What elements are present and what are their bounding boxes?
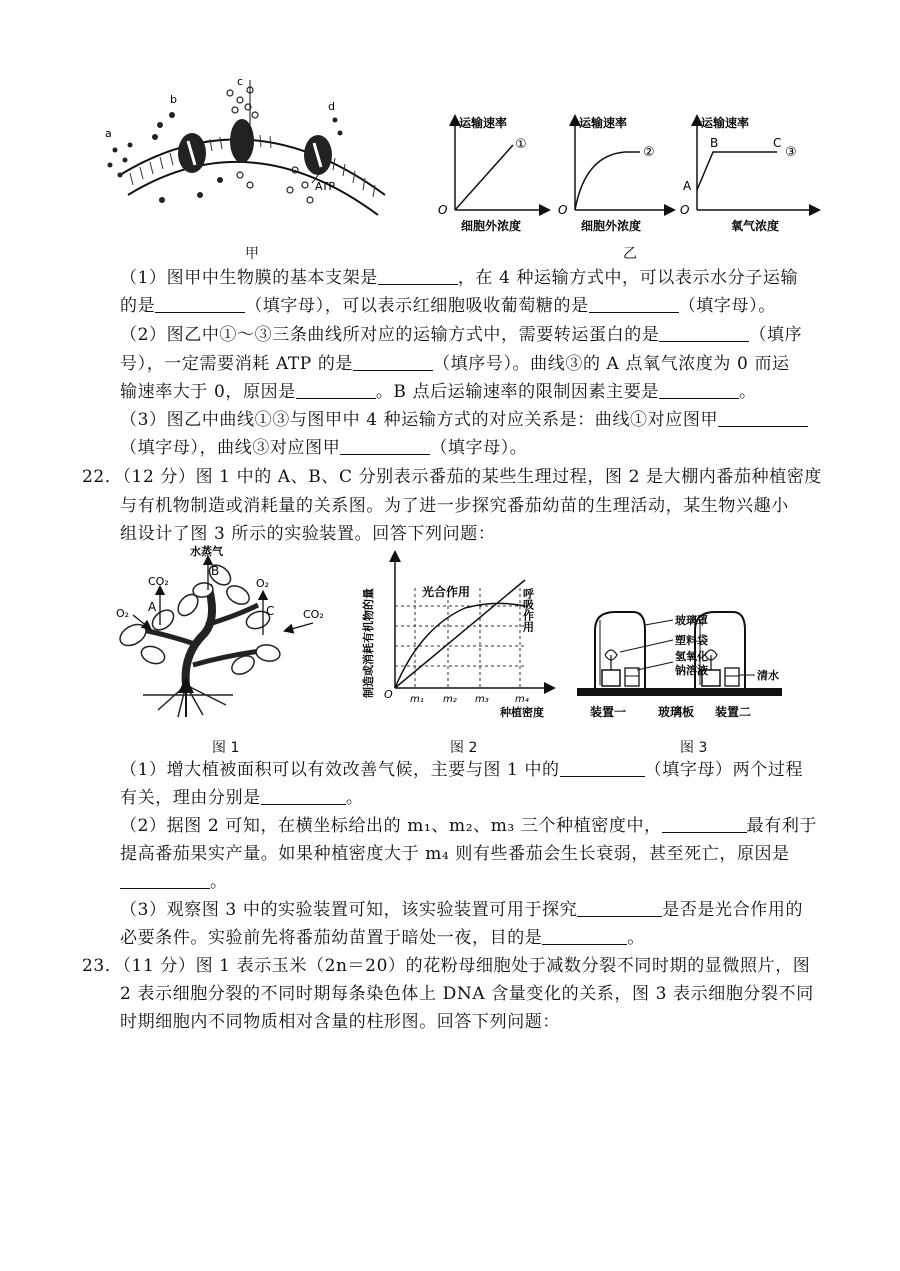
label-device-1: 装置一	[590, 705, 627, 719]
q21-p2-line2: 号），一定需要消耗 ATP 的是 （填序号）。曲线③的 A 点氧气浓度为 0 而运	[120, 354, 790, 374]
chart-label-respiration: 呼吸作用	[521, 588, 535, 632]
label-atp: ATP	[315, 180, 336, 193]
caption-jia: 甲	[245, 246, 259, 262]
q22-line2: 与有机物制造或消耗量的关系图。为了进一步探究番茄幼苗的生理活动，某生物兴趣小	[120, 496, 789, 516]
q23-line1: 23．（11 分）图 1 表示玉米（2n＝20）的花粉母细胞处于减数分裂不同时期的显微照片，图	[82, 956, 811, 976]
q22-p2-line1: （2）据图 2 可知，在横坐标给出的 m₁、m₂、m₃ 三个种植密度中， 最有利于	[120, 816, 818, 836]
tick-m4: m₄	[515, 694, 529, 705]
chart-label-photosynthesis: 光合作用	[422, 585, 471, 599]
graph-2	[558, 115, 670, 233]
q21-p2-line3: 输速率大于 0，原因是 。B 点后运输速率的限制因素主要是 。	[120, 382, 757, 402]
q22-p3-line2: 必要条件。实验前先将番茄幼苗置于暗处一夜，目的是 。	[120, 928, 646, 948]
q22-p1-line1: （1）增大植被面积可以有效改善气候，主要与图 1 中的 （填字母）两个过程	[120, 760, 804, 780]
q22-p3-line1: （3）观察图 3 中的实验装置可知，该实验装置可用于探究 是否是光合作用的	[120, 900, 804, 920]
transport-graphs	[435, 110, 835, 240]
q21-p3-line1: （3）图乙中曲线①③与图甲中 4 种运输方式的对应关系是：曲线①对应图甲	[120, 410, 808, 430]
blank[interactable]	[120, 872, 210, 889]
q21-p1-line2: 的是 （填字母），可以表示红细胞吸收葡萄糖的是 （填字母）。	[120, 296, 776, 316]
blank[interactable]	[353, 354, 433, 371]
graph1-origin: O	[438, 203, 448, 217]
q22-p1-line2: 有关，理由分别是 。	[120, 788, 364, 808]
blank[interactable]	[155, 296, 245, 313]
blank[interactable]	[659, 325, 749, 342]
q22-line1: 22．（12 分）图 1 中的 A、B、C 分别表示番茄的某些生理过程，图 2 是大棚内番茄种植密度	[82, 467, 823, 487]
figure-apparatus	[575, 600, 795, 725]
blank[interactable]	[261, 788, 346, 805]
graph3-point-c: C	[773, 136, 782, 150]
label-plastic-bag: 塑料袋	[675, 634, 708, 647]
graph-3	[680, 115, 815, 233]
figure-density	[360, 548, 570, 720]
label-a: a	[105, 127, 112, 140]
tick-m2: m₂	[443, 694, 457, 705]
graph1-ylabel: 运输速率	[459, 116, 508, 130]
label-co2-left: CO₂	[148, 575, 169, 588]
label-glass-cover: 玻璃罩	[675, 614, 708, 627]
blank[interactable]	[560, 760, 645, 777]
graph3-point-b: B	[710, 136, 719, 150]
graph3-origin: O	[680, 203, 690, 217]
label-device-2: 装置二	[715, 705, 752, 719]
label-b: B	[211, 564, 220, 578]
q23-line2: 2 表示细胞分裂的不同时期每条染色体上 DNA 含量变化的关系，图 3 表示细胞分裂不同	[120, 984, 814, 1004]
q22-line3: 组设计了图 3 所示的实验装置。回答下列问题：	[120, 524, 496, 544]
density-chart	[360, 548, 570, 720]
figure-yi	[435, 110, 835, 260]
q21-p1-line1: （1）图甲中生物膜的基本支架是 ，在 4 种运输方式中，可以表示水分子运输	[120, 268, 799, 288]
graph2-xlabel: 细胞外浓度	[581, 219, 642, 233]
blank[interactable]	[577, 900, 662, 917]
caption-fig1: 图 1	[212, 740, 240, 756]
blank[interactable]	[659, 382, 739, 399]
blank[interactable]	[542, 928, 627, 945]
graph3-ylabel: 运输速率	[701, 116, 750, 130]
blank[interactable]	[296, 382, 376, 399]
graph3-point-a: A	[683, 179, 692, 193]
graph2-ylabel: 运输速率	[579, 116, 628, 130]
blank[interactable]	[378, 268, 458, 285]
blank[interactable]	[589, 296, 679, 313]
q23-line3: 时期细胞内不同物质相对含量的柱形图。回答下列问题：	[120, 1012, 560, 1032]
caption-fig3: 图 3	[680, 740, 708, 756]
chart-xlabel: 种植密度	[500, 706, 544, 719]
caption-yi: 乙	[623, 246, 637, 262]
q21-p2-line1: （2）图乙中①～③三条曲线所对应的运输方式中，需要转运蛋白的是 （填序	[120, 325, 803, 345]
membrane-diagram	[100, 75, 400, 255]
figure-plant	[108, 545, 338, 720]
caption-fig2: 图 2	[450, 740, 478, 756]
graph1-xlabel: 细胞外浓度	[461, 219, 522, 233]
label-o2-right: O₂	[256, 577, 270, 590]
graph3-xlabel: 氧气浓度	[731, 219, 780, 233]
q22-p2-line2: 提高番茄果实产量。如果种植密度大于 m₄ 则有些番茄会生长衰弱，甚至死亡，原因是	[120, 844, 790, 864]
label-naoh: 氢氧化钠溶液	[675, 650, 708, 677]
label-water: 清水	[757, 669, 779, 682]
graph-1	[438, 115, 545, 233]
graph3-curve: ③	[785, 145, 797, 160]
label-b: b	[170, 93, 177, 106]
label-d: d	[328, 100, 335, 113]
q21-p3-line2: （填字母），曲线③对应图甲 （填字母）。	[120, 438, 528, 458]
plant-diagram	[108, 545, 338, 720]
apparatus-diagram	[575, 600, 795, 725]
q22-p2-line3: 。	[120, 872, 228, 892]
label-c: c	[237, 75, 244, 88]
graph2-origin: O	[558, 203, 568, 217]
label-a: A	[148, 600, 157, 614]
blank[interactable]	[718, 410, 808, 427]
graph2-curve: ②	[643, 145, 655, 160]
label-co2-right: CO₂	[303, 608, 324, 621]
blank[interactable]	[340, 438, 430, 455]
figure-membrane	[100, 75, 400, 255]
label-o2-left: O₂	[116, 607, 130, 620]
chart-ylabel: 制造或消耗有机物的量	[362, 588, 375, 698]
blank[interactable]	[662, 816, 747, 833]
tick-m3: m₃	[475, 694, 489, 705]
chart-origin: O	[384, 688, 393, 701]
label-glass-plate: 玻璃板	[658, 705, 695, 719]
label-c: C	[266, 604, 275, 618]
graph1-curve: ①	[515, 137, 527, 152]
label-water-vapor: 水蒸气	[190, 545, 223, 558]
tick-m1: m₁	[410, 694, 424, 705]
